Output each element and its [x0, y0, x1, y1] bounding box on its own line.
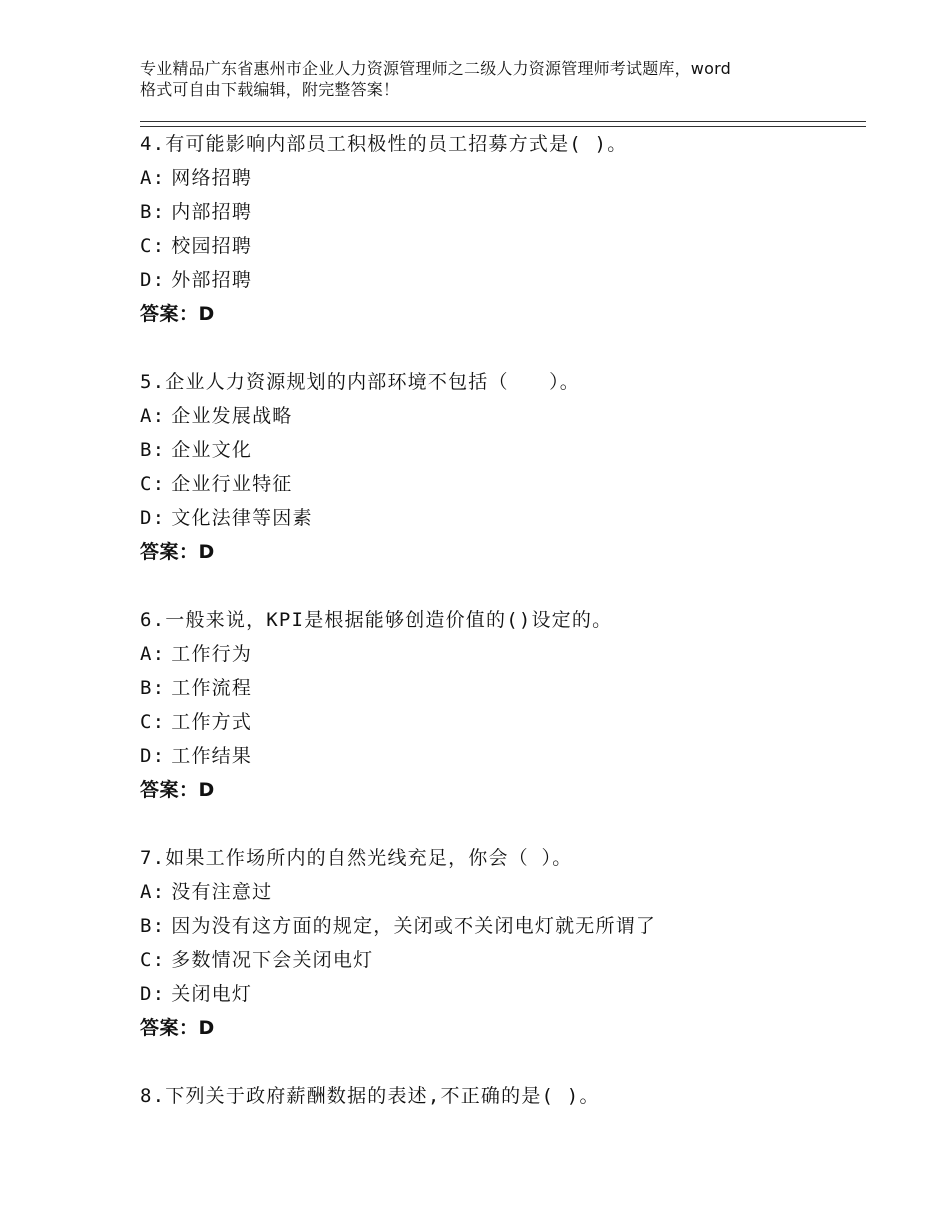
- option-text: 企业发展战略: [171, 405, 293, 427]
- option-label: B:: [140, 915, 166, 937]
- option-label: D:: [140, 269, 166, 291]
- document-header: [140, 58, 840, 100]
- option-c: [140, 229, 870, 263]
- question-number: 4.: [140, 133, 166, 155]
- question-number: 7.: [140, 847, 166, 869]
- option-text: 没有注意过: [171, 881, 273, 903]
- option-text: 校园招聘: [171, 235, 253, 257]
- option-label: B:: [140, 201, 166, 223]
- option-label: B:: [140, 677, 166, 699]
- option-text: 因为没有这方面的规定，关闭或不关闭电灯就无所谓了: [171, 915, 657, 937]
- question-text: 如果工作场所内的自然光线充足，你会（ ）。: [165, 847, 573, 869]
- option-label: C:: [140, 235, 166, 257]
- option-b: [140, 195, 870, 229]
- question-4: [140, 127, 870, 331]
- option-label: C:: [140, 949, 166, 971]
- option-text: 网络招聘: [171, 167, 253, 189]
- option-d: [140, 501, 870, 535]
- option-a: [140, 399, 870, 433]
- question-8: [140, 1079, 870, 1113]
- option-b: [140, 671, 870, 705]
- option-text: 内部招聘: [171, 201, 253, 223]
- answer-line: 答案：D: [140, 541, 215, 563]
- option-text: 外部招聘: [171, 269, 253, 291]
- question-text: 有可能影响内部员工积极性的员工招募方式是( )。: [165, 133, 628, 155]
- option-text: 多数情况下会关闭电灯: [171, 949, 374, 971]
- option-d: [140, 977, 870, 1011]
- option-label: D:: [140, 507, 166, 529]
- option-b: [140, 909, 870, 943]
- option-a: [140, 161, 870, 195]
- question-text: 下列关于政府薪酬数据的表述,不正确的是( )。: [165, 1085, 600, 1107]
- option-d: [140, 263, 870, 297]
- question-number: 8.: [140, 1085, 166, 1107]
- question-number: 5.: [140, 371, 166, 393]
- option-label: C:: [140, 473, 166, 495]
- question-stem: [140, 841, 870, 875]
- question-5: [140, 365, 870, 569]
- question-stem: [140, 1079, 870, 1113]
- option-text: 企业文化: [171, 439, 253, 461]
- option-b: [140, 433, 870, 467]
- option-d: [140, 739, 870, 773]
- option-c: [140, 467, 870, 501]
- header-line-2: 格式可自由下载编辑，附完整答案！: [140, 80, 400, 99]
- answer-line: 答案：D: [140, 303, 215, 325]
- question-list: [140, 127, 870, 1147]
- answer-line: 答案：D: [140, 779, 215, 801]
- question-text: 一般来说，KPI是根据能够创造价值的()设定的。: [165, 609, 613, 631]
- option-a: [140, 875, 870, 909]
- option-text: 工作方式: [171, 711, 253, 733]
- answer-line: 答案：D: [140, 1017, 215, 1039]
- question-7: [140, 841, 870, 1045]
- option-label: A:: [140, 881, 166, 903]
- question-stem: [140, 127, 870, 161]
- option-label: A:: [140, 643, 166, 665]
- option-text: 工作流程: [171, 677, 253, 699]
- option-a: [140, 637, 870, 671]
- option-label: A:: [140, 405, 166, 427]
- question-stem: [140, 603, 870, 637]
- option-c: [140, 943, 870, 977]
- question-number: 6.: [140, 609, 166, 631]
- question-stem: [140, 365, 870, 399]
- option-text: 工作行为: [171, 643, 253, 665]
- option-label: A:: [140, 167, 166, 189]
- question-text: 企业人力资源规划的内部环境不包括（ ）。: [165, 371, 580, 393]
- option-text: 关闭电灯: [171, 983, 253, 1005]
- option-c: [140, 705, 870, 739]
- option-label: D:: [140, 983, 166, 1005]
- option-text: 企业行业特征: [171, 473, 293, 495]
- question-6: [140, 603, 870, 807]
- option-label: D:: [140, 745, 166, 767]
- option-label: C:: [140, 711, 166, 733]
- header-line-1: 专业精品广东省惠州市企业人力资源管理师之二级人力资源管理师考试题库，word: [140, 59, 731, 78]
- option-text: 文化法律等因素: [171, 507, 313, 529]
- option-text: 工作结果: [171, 745, 253, 767]
- option-label: B:: [140, 439, 166, 461]
